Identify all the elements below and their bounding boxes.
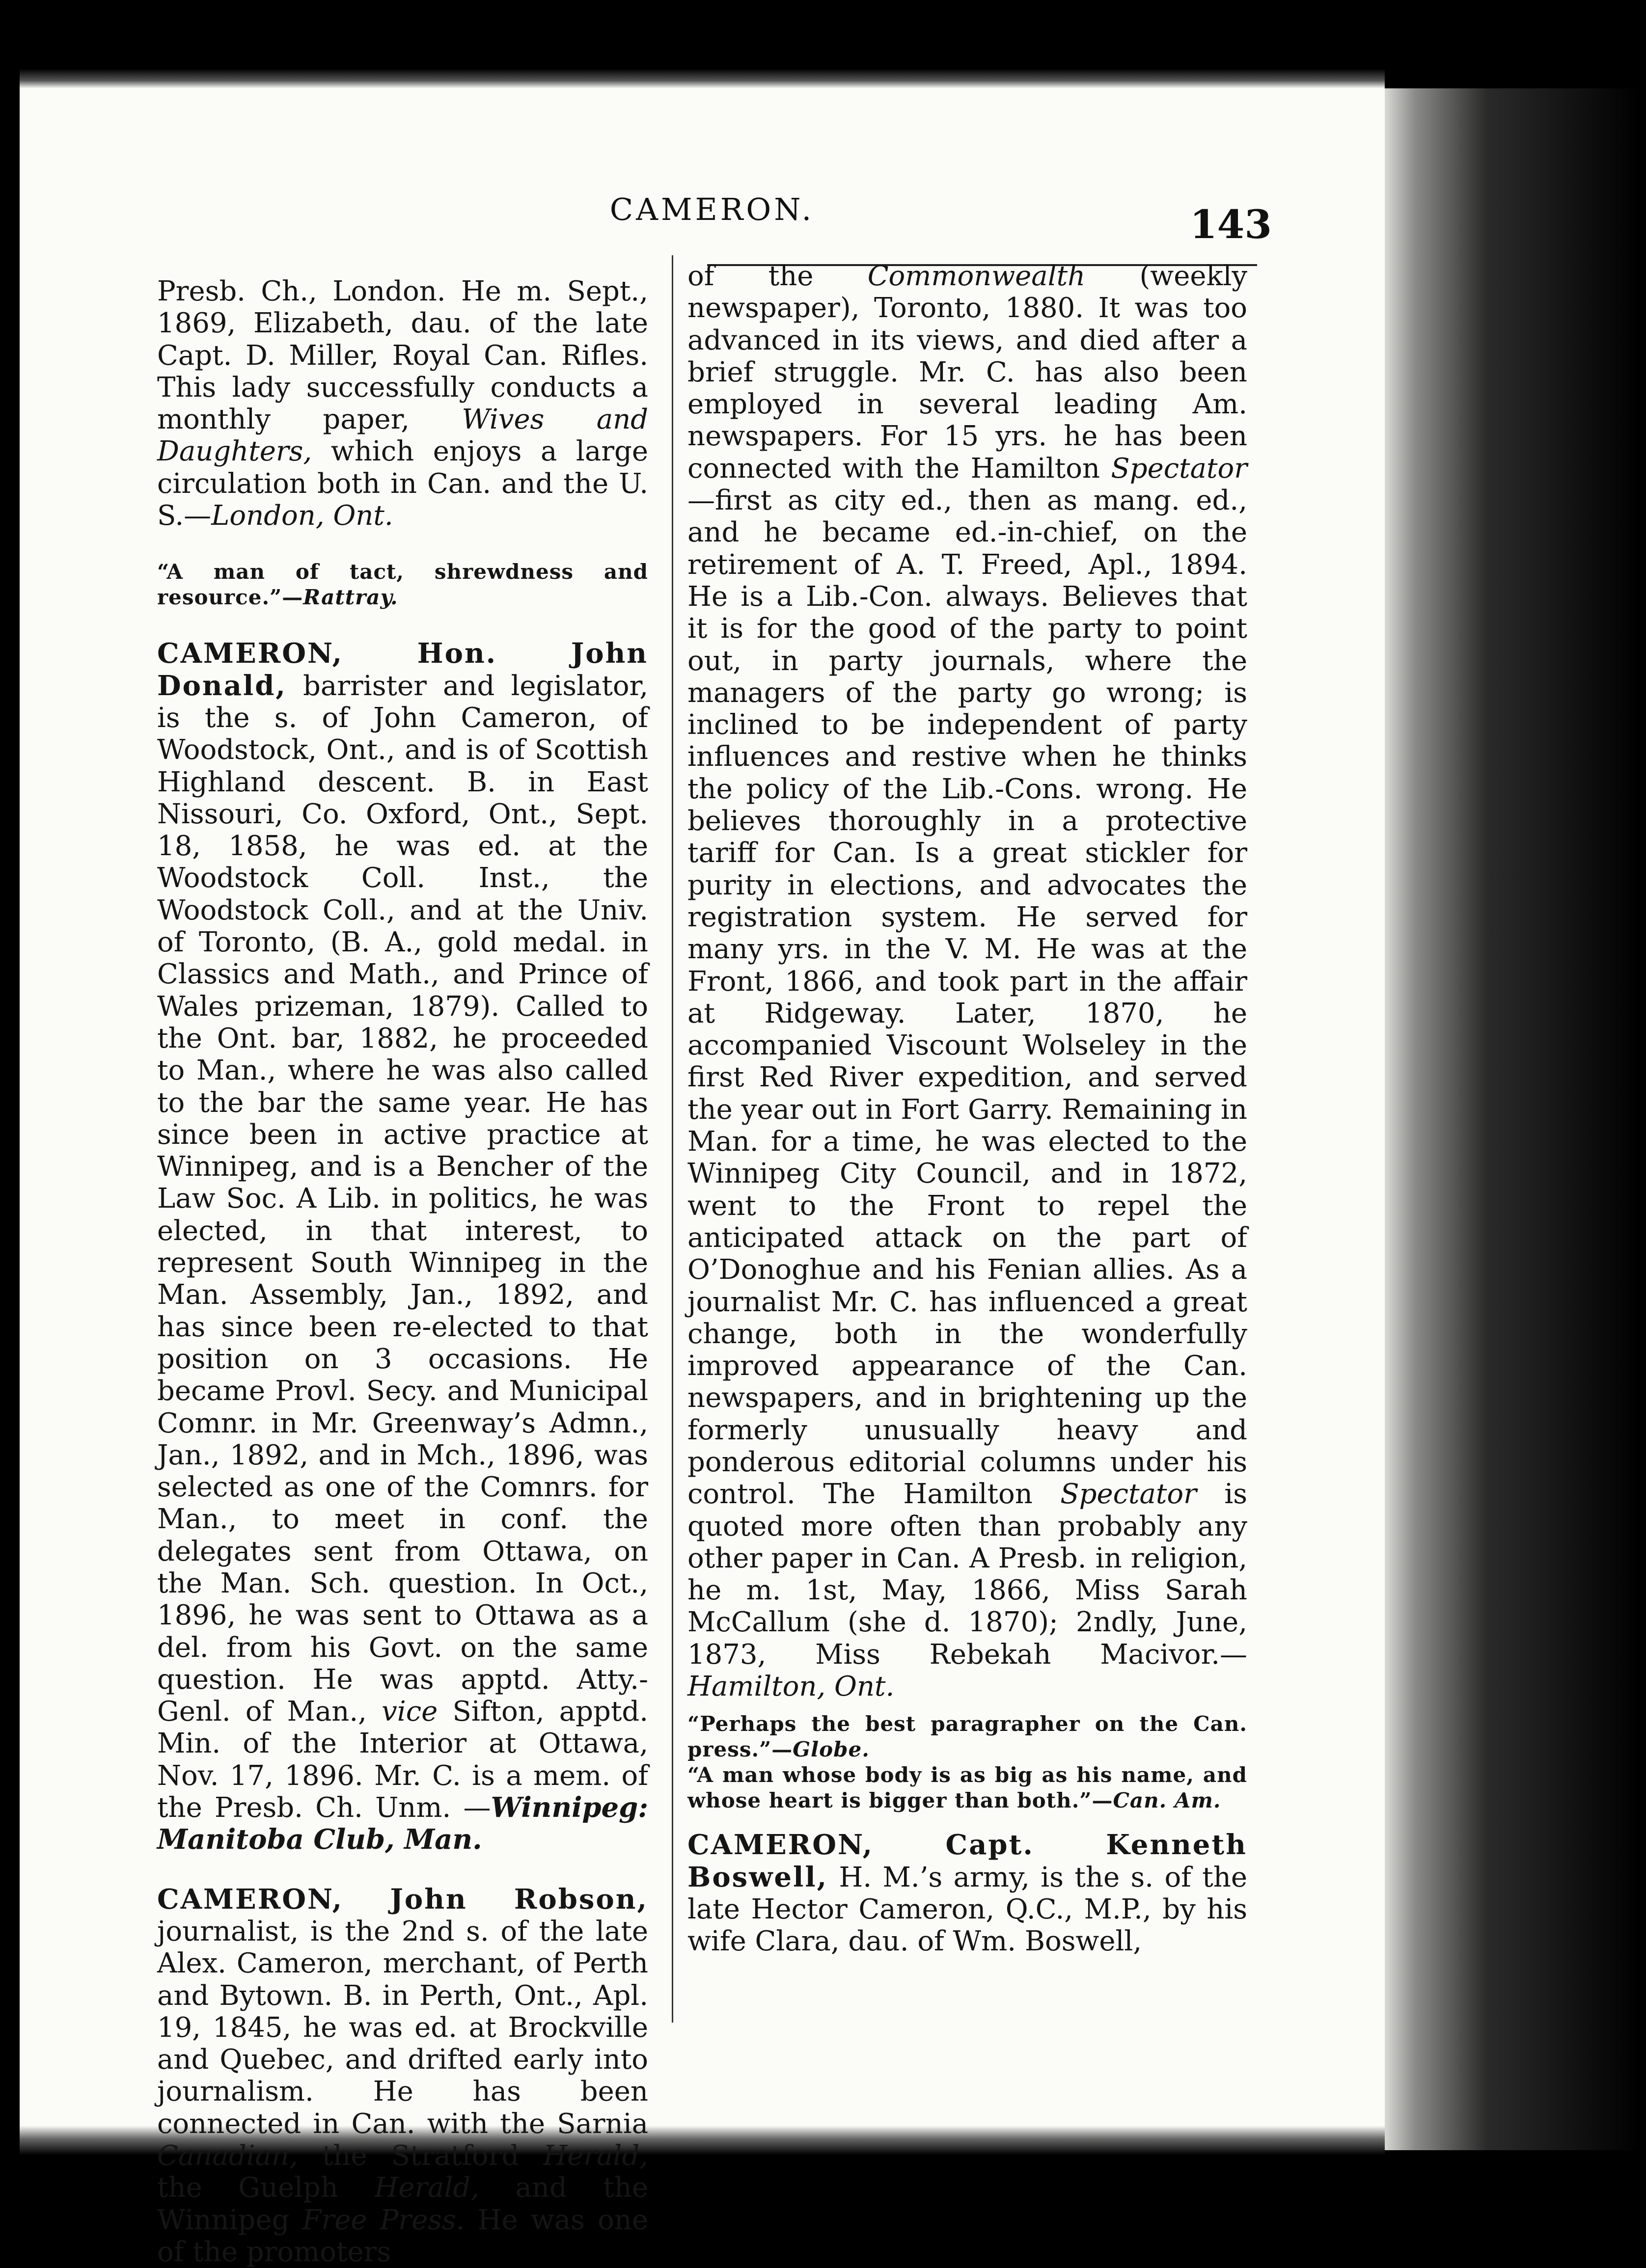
continuation-italic-1: Commonwealth	[867, 260, 1086, 292]
continuation-text-4: is quoted more often than probably any other paper in Can. A Presb. in religion, he m. 1st, May, 1866, Miss Sarah McCallum (she d. 1870); 2ndly, June, 1873, Miss Rebekah Macivor.—	[687, 1478, 1248, 1671]
entry-text: H. M.’s army, is the s. of the late Hector Cameron, Q.C., M.P., by his wife Clara, dau. of Wm. Boswell,	[687, 1861, 1247, 1958]
entry-address: Winnipeg: Manitoba Club, Man.	[157, 1791, 648, 1856]
entry-text-2: the Stratford	[298, 2140, 544, 2172]
entry-italic-2: Herald,	[543, 2140, 648, 2172]
entry-kenneth-boswell-cameron	[687, 1829, 1247, 1957]
left-column	[157, 248, 649, 2268]
entry-vice: vice	[382, 1696, 438, 1728]
continuation-italic-3: Spectator	[1060, 1478, 1197, 1511]
running-header: CAMERON.	[609, 191, 815, 227]
right-column	[687, 260, 1247, 2106]
continuation-text-3: —first as city ed., then as mang. ed., and he became ed.-in-chief, on the retirement of A. T. Freed, Apl., 1894. He is a Lib.-Con. always. Believes that it is for the good of the party to point out, in party journals, where the managers of the party go wrong; is inclined to be independent of party influences and restive when he thinks the policy of the Lib.-Cons. wrong. He believes thoroughly in a protective tariff for Can. Is a great stickler for purity in elections, and advocates the registration system. He served for many yrs. in the V. M. He was at the Front, 1866, and took part in the affair at Ridgeway. Later, 1870, he accompanied Viscount Wolseley in the first Red River expedition, and served the year out in Fort Garry. Remaining in Man. for a time, he was elected to the Winnipeg City Council, and in 1872, went to the Front to repel the anticipated attack on the part of O’Donoghue and his Fenian allies. As a journalist Mr. C. has influenced a great change, both in the wonderfully improved appearance of the Can. newspapers, and in brightening up the formerly unusually heavy and ponderous editorial columns under his control. The Hamilton	[687, 485, 1247, 1511]
entry-text: barrister and legislator, is the s. of John Cameron, of Woodstock, Ont., and is of Scottish Highland descent. B. in East Nissouri, Co. Oxford, Ont., Sept. 18, 1858, he was ed. at the Woodstock Coll. Inst., the Woodstock Coll., and at the Univ. of Toronto, (B. A., gold medal. in Classics and Math., and Prince of Wales prizeman, 1879). Called to the Ont. bar, 1882, he proceeded to Man., where he was also called to the bar the same year. He has since been in active practice at Winnipeg, and is a Bencher of the Law Soc. A Lib. in politics, he was elected, in that interest, to represent South Winnipeg in the Man. Assembly, Jan., 1892, and has since been re-elected to that position on 3 occasions. He became Provl. Secy. and Municipal Comnr. in Mr. Greenway’s Admn., Jan., 1892, and in Mch., 1896, was selected as one of the Comnrs. for Man., to meet in conf. the delegates sent from Ottawa, on the Man. Sch. question. In Oct., 1896, he was sent to Ottawa as a del. from his Govt. on the same question. He was apptd. Atty.-Genl. of Man.,	[157, 670, 648, 1728]
continuation-italic-2: Spectator	[1111, 452, 1247, 485]
quote-text: “A man of tact, shrewdness and resource.”—	[157, 560, 648, 610]
continuation-text-2: (weekly newspaper), Toronto, 1880. It was too advanced in its views, and died after a brief struggle. Mr. C. has also been employed in several leading Am. newspapers. For 15 yrs. he has been connected with the Hamilton	[687, 260, 1247, 485]
page-edge-shadow	[1385, 88, 1640, 2150]
quote-source: Can. Am.	[1113, 1788, 1221, 1813]
entry-text-5: He was one of the promoters	[157, 2204, 648, 2268]
continuation-text-1: of the	[687, 260, 868, 292]
entry-name: CAMERON, Capt. Kenneth Boswell,	[687, 1829, 1247, 1893]
continuation-text-2: which enjoys a large circulation both in Can. and the U. S.—	[157, 435, 648, 532]
top-edge-shadow	[20, 69, 1385, 88]
entry-john-donald-cameron	[157, 638, 648, 1856]
entry-continuation	[157, 275, 648, 532]
entry-continuation	[687, 260, 1247, 1702]
entry-name: CAMERON, Hon. John Donald,	[157, 637, 648, 702]
entry-italic-3: Herald,	[374, 2172, 480, 2204]
continuation-italic: Wives and Daughters,	[157, 404, 648, 468]
continuation-text: Presb. Ch., London. He m. Sept., 1869, Elizabeth, dau. of the late Capt. D. Miller, Royal Can. Rifles. This lady successfully conducts a monthly paper,	[157, 275, 648, 436]
entry-john-robson-cameron	[157, 1884, 648, 2268]
entry-italic-1: Canadian,	[157, 2140, 298, 2172]
quote-source: Globe.	[793, 1737, 870, 1762]
quote-text: “Perhaps the best paragrapher on the Can. press.”—	[687, 1712, 1247, 1762]
entry-text: journalist, is the 2nd s. of the late Alex. Cameron, merchant, of Perth and Bytown. B. in Perth, Ont., Apl. 19, 1845, he was ed. at Brockville and Quebec, and drifted early into journalism. He has been connected in Can. with the Sarnia	[157, 1915, 648, 2140]
entry-text-2: Sifton, apptd. Min. of the Interior at Ottawa, Nov. 17, 1896. Mr. C. is a mem. of the Presb. Ch. Unm. —	[157, 1696, 649, 1824]
quote-source: Rattray.	[303, 585, 398, 610]
page-number: 143	[1190, 201, 1272, 247]
quote-globe	[687, 1711, 1247, 1762]
quote-rattray	[157, 559, 648, 610]
entry-italic-4: Free Press.	[302, 2204, 465, 2236]
continuation-address: Hamilton, Ont.	[687, 1671, 895, 1703]
continuation-address: London, Ont.	[211, 500, 393, 532]
column-divider	[672, 255, 673, 2023]
quote-text: “A man whose body is as big as his name, and whose heart is bigger than both.”—	[687, 1763, 1247, 1813]
entry-text-3: the Guelph	[157, 2172, 375, 2204]
quote-can-am	[687, 1762, 1247, 1813]
entry-text-4: and the Winnipeg	[157, 2172, 648, 2236]
entry-name: CAMERON, John Robson,	[157, 1883, 648, 1916]
